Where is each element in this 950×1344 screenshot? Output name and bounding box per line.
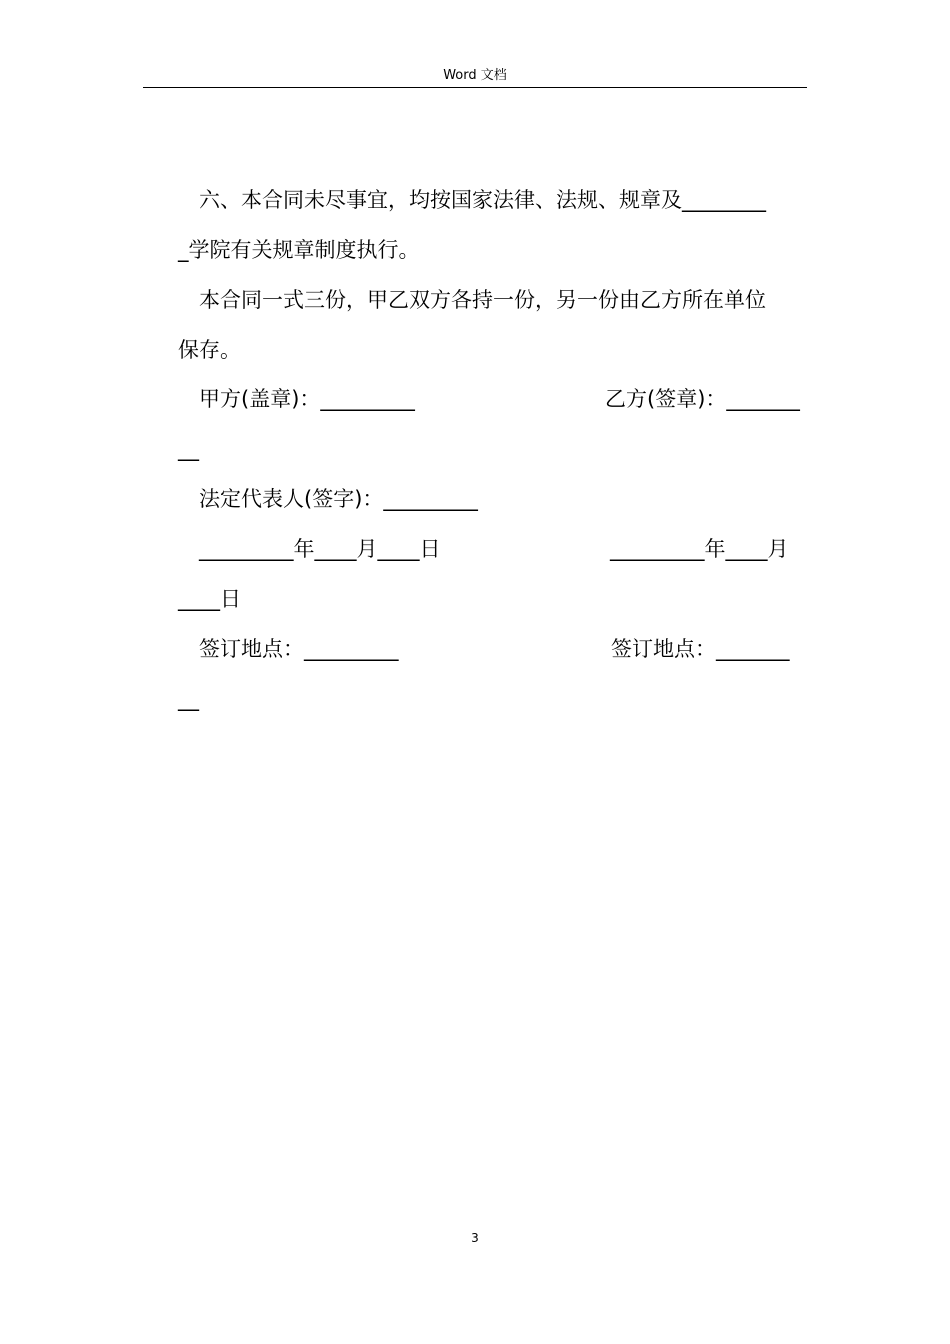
clause6-line1 [178, 185, 802, 215]
place-b-cont: __ [178, 687, 199, 711]
copies-line2: 保存。 [178, 338, 241, 362]
copies-line1-text: 本合同一式三份，甲乙双方各持一份，另一份由乙方所在单位 [199, 288, 766, 312]
copies-line1 [178, 285, 802, 315]
page-number: 3 [471, 1231, 479, 1245]
place-row [178, 634, 802, 664]
party-a-seal: 甲方(盖章)：_________ [199, 387, 415, 411]
place-b: 签订地点：_______ [611, 637, 790, 661]
party-b-sign-cont: __ [178, 437, 199, 461]
date-a: _________年____月____日 [199, 537, 441, 561]
date-b-cont: ____日 [178, 587, 241, 611]
header-rule [143, 87, 807, 88]
header-title: Word 文档 [443, 68, 507, 83]
date-b: _________年____月 [610, 537, 789, 561]
date-row [178, 534, 802, 564]
party-b-sign: 乙方(签章)：_______ [605, 387, 800, 411]
legal-rep: 法定代表人(签字)：_________ [199, 487, 478, 511]
legal-rep-row [178, 484, 802, 514]
clause6-line2: _学院有关规章制度执行。 [178, 238, 420, 262]
place-a: 签订地点：_________ [199, 637, 399, 661]
signature-row [178, 384, 802, 414]
clause6-line1-text: 六、本合同未尽事宜，均按国家法律、法规、规章及________ [199, 188, 766, 212]
